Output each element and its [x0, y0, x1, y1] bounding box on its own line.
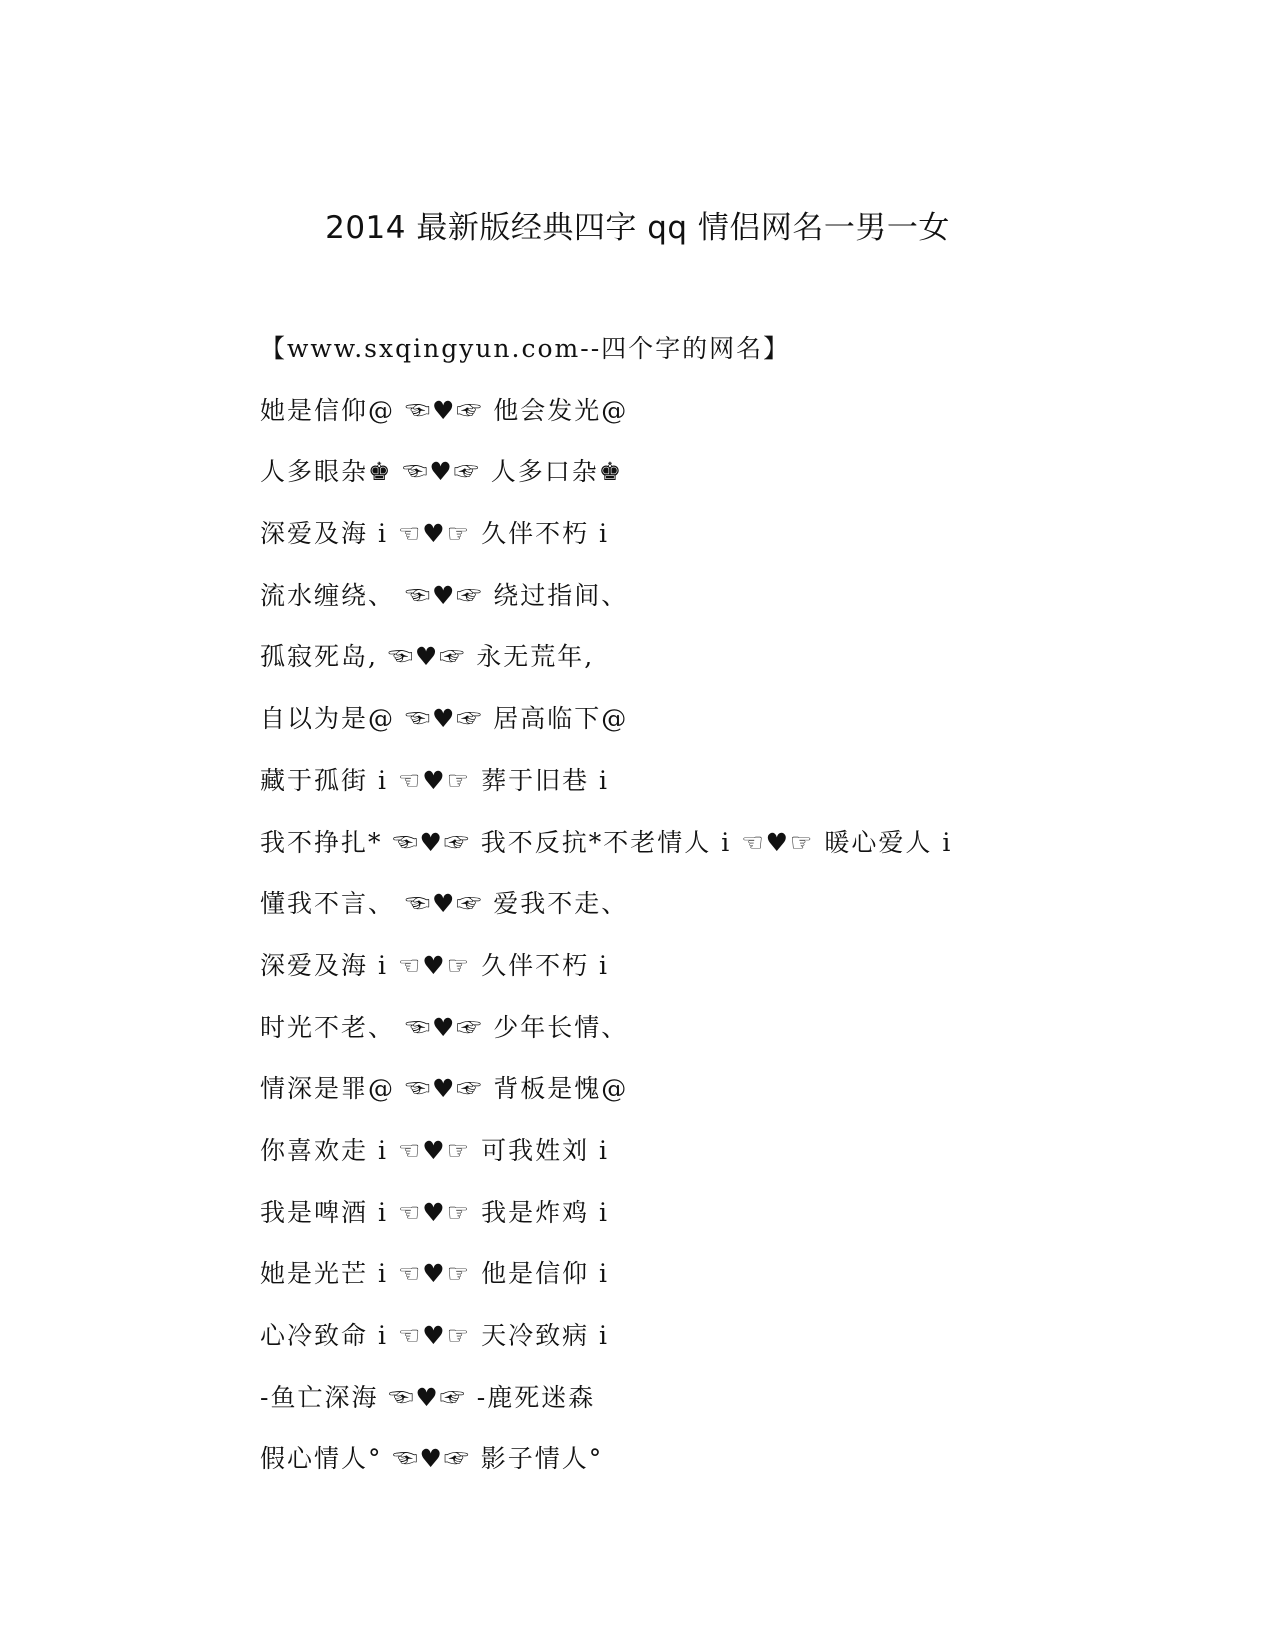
name-list [260, 318, 1240, 1490]
list-item: 藏于孤街 i ☜♥☞ 葬于旧巷 i [260, 765, 610, 795]
list-item: 她是信仰@ ☜♥☞ 他会发光@ [260, 395, 629, 425]
list-item: 深爱及海 i ☜♥☞ 久伴不朽 i [260, 950, 610, 980]
list-item: 流水缠绕、 ☜♥☞ 绕过指间、 [260, 580, 629, 610]
list-item: 假心情人° ☜♥☞ 影子情人° [260, 1444, 604, 1474]
source-line: 【www.sxqingyun.com--四个字的网名】 [260, 334, 791, 363]
list-item: -鱼亡深海 ☜♥☞ -鹿死迷森 [260, 1382, 596, 1412]
list-item: 孤寂死岛, ☜♥☞ 永无荒年, [260, 642, 595, 672]
list-item: 懂我不言、 ☜♥☞ 爱我不走、 [260, 889, 629, 919]
list-item: 时光不老、 ☜♥☞ 少年长情、 [260, 1012, 629, 1042]
list-item: 我不挣扎* ☜♥☞ 我不反抗*不老情人 i ☜♥☞ 暖心爱人 i [260, 827, 953, 857]
list-item: 我是啤酒 i ☜♥☞ 我是炸鸡 i [260, 1197, 610, 1227]
document-title: 2014 最新版经典四字 qq 情侣网名一男一女 [325, 210, 950, 246]
list-item: 人多眼杂♚ ☜♥☞ 人多口杂♚ [260, 457, 624, 487]
list-item: 她是光芒 i ☜♥☞ 他是信仰 i [260, 1259, 610, 1289]
list-item: 心冷致命 i ☜♥☞ 天冷致病 i [260, 1321, 610, 1350]
list-item: 自以为是@ ☜♥☞ 居高临下@ [260, 704, 629, 734]
list-item: 情深是罪@ ☜♥☞ 背板是愧@ [260, 1074, 629, 1104]
list-item: 深爱及海 i ☜♥☞ 久伴不朽 i [260, 519, 610, 549]
list-item: 你喜欢走 i ☜♥☞ 可我姓刘 i [260, 1135, 610, 1165]
